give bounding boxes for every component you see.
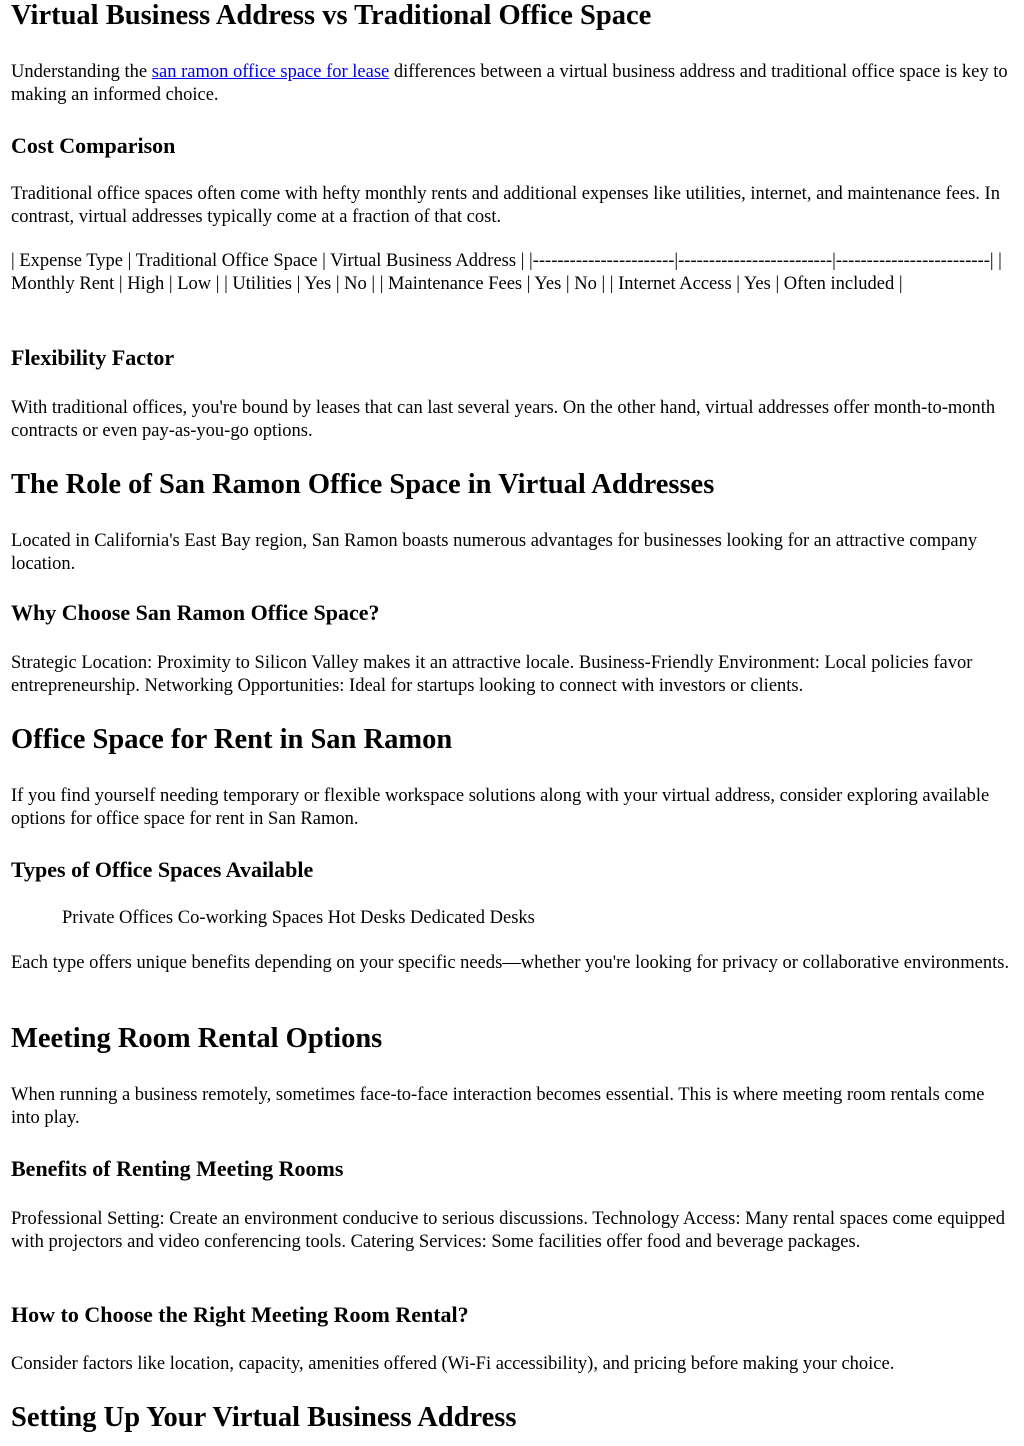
heading-virtual-vs-traditional: Virtual Business Address vs Traditional Office Space (11, 0, 652, 31)
paragraph-meeting-room: When running a business remotely, sometimes face-to-face interaction becomes essential. This is where meeting room rentals come into play. (11, 1085, 985, 1128)
paragraph-office-rent: If you find yourself needing temporary or flexible workspace solutions along with your virtual address, consider exploring available options for office space for rent in San Ramon. (11, 786, 990, 829)
heading-role-san-ramon: The Role of San Ramon Office Space in Virtual Addresses (11, 469, 715, 500)
heading-meeting-room-rental: Meeting Room Rental Options (11, 1023, 383, 1054)
understanding-text-before: Understanding the (11, 62, 152, 82)
san-ramon-office-lease-link[interactable]: san ramon office space for lease (151, 62, 390, 82)
heading-cost-comparison: Cost Comparison (11, 133, 176, 158)
heading-setting-up-virtual-address: Setting Up Your Virtual Business Address (11, 1402, 517, 1433)
list-office-space-types: Private Offices Co-working Spaces Hot Desks Dedicated Desks (62, 908, 535, 928)
paragraph-benefits: Professional Setting: Create an environment conducive to serious discussions. Technology Access: Many rental spaces come equipped with projectors and video conferencing tools. Catering Services: Some facilities offer food and beverage packages. (11, 1209, 1006, 1252)
heading-office-rent: Office Space for Rent in San Ramon (11, 724, 453, 755)
paragraph-understanding (11, 61, 1014, 107)
heading-flexibility-factor: Flexibility Factor (11, 345, 175, 370)
heading-why-choose: Why Choose San Ramon Office Space? (11, 600, 380, 625)
paragraph-each-type: Each type offers unique benefits depending on your specific needs—whether you're looking for privacy or collaborative environments. (11, 953, 1010, 973)
paragraph-expense-table-raw: | Expense Type | Traditional Office Space | Virtual Business Address | |-----------------------|-------------------------|-------------------------| | Monthly Rent | High | Low | | Utilities | Yes | No | | Maintenance Fees | Yes | No | | Internet Access | Yes | Often included | (11, 251, 1002, 294)
understanding-text-after: differences between a virtual business address and traditional office space is key to making an informed choice. (11, 62, 1008, 105)
paragraph-why-choose: Strategic Location: Proximity to Silicon Valley makes it an attractive locale. Business-Friendly Environment: Local policies favor entrepreneurship. Networking Opportunities: Ideal for startups looking to connect with investors or clients. (11, 653, 973, 696)
paragraph-cost: Traditional office spaces often come with hefty monthly rents and additional expenses like utilities, internet, and maintenance fees. In contrast, virtual addresses typically come at a fraction of that cost. (11, 184, 1000, 227)
heading-types-of-spaces: Types of Office Spaces Available (11, 857, 314, 882)
heading-benefits-meeting-rooms: Benefits of Renting Meeting Rooms (11, 1156, 344, 1181)
paragraph-located: Located in California's East Bay region, San Ramon boasts numerous advantages for businesses looking for an attractive company location. (11, 531, 978, 574)
paragraph-how-to-choose: Consider factors like location, capacity, amenities offered (Wi-Fi accessibility), and pricing before making your choice. (11, 1354, 895, 1374)
paragraph-flexibility: With traditional offices, you're bound by leases that can last several years. On the other hand, virtual addresses offer month-to-month contracts or even pay-as-you-go options. (11, 398, 996, 441)
heading-how-to-choose: How to Choose the Right Meeting Room Rental? (11, 1302, 469, 1327)
